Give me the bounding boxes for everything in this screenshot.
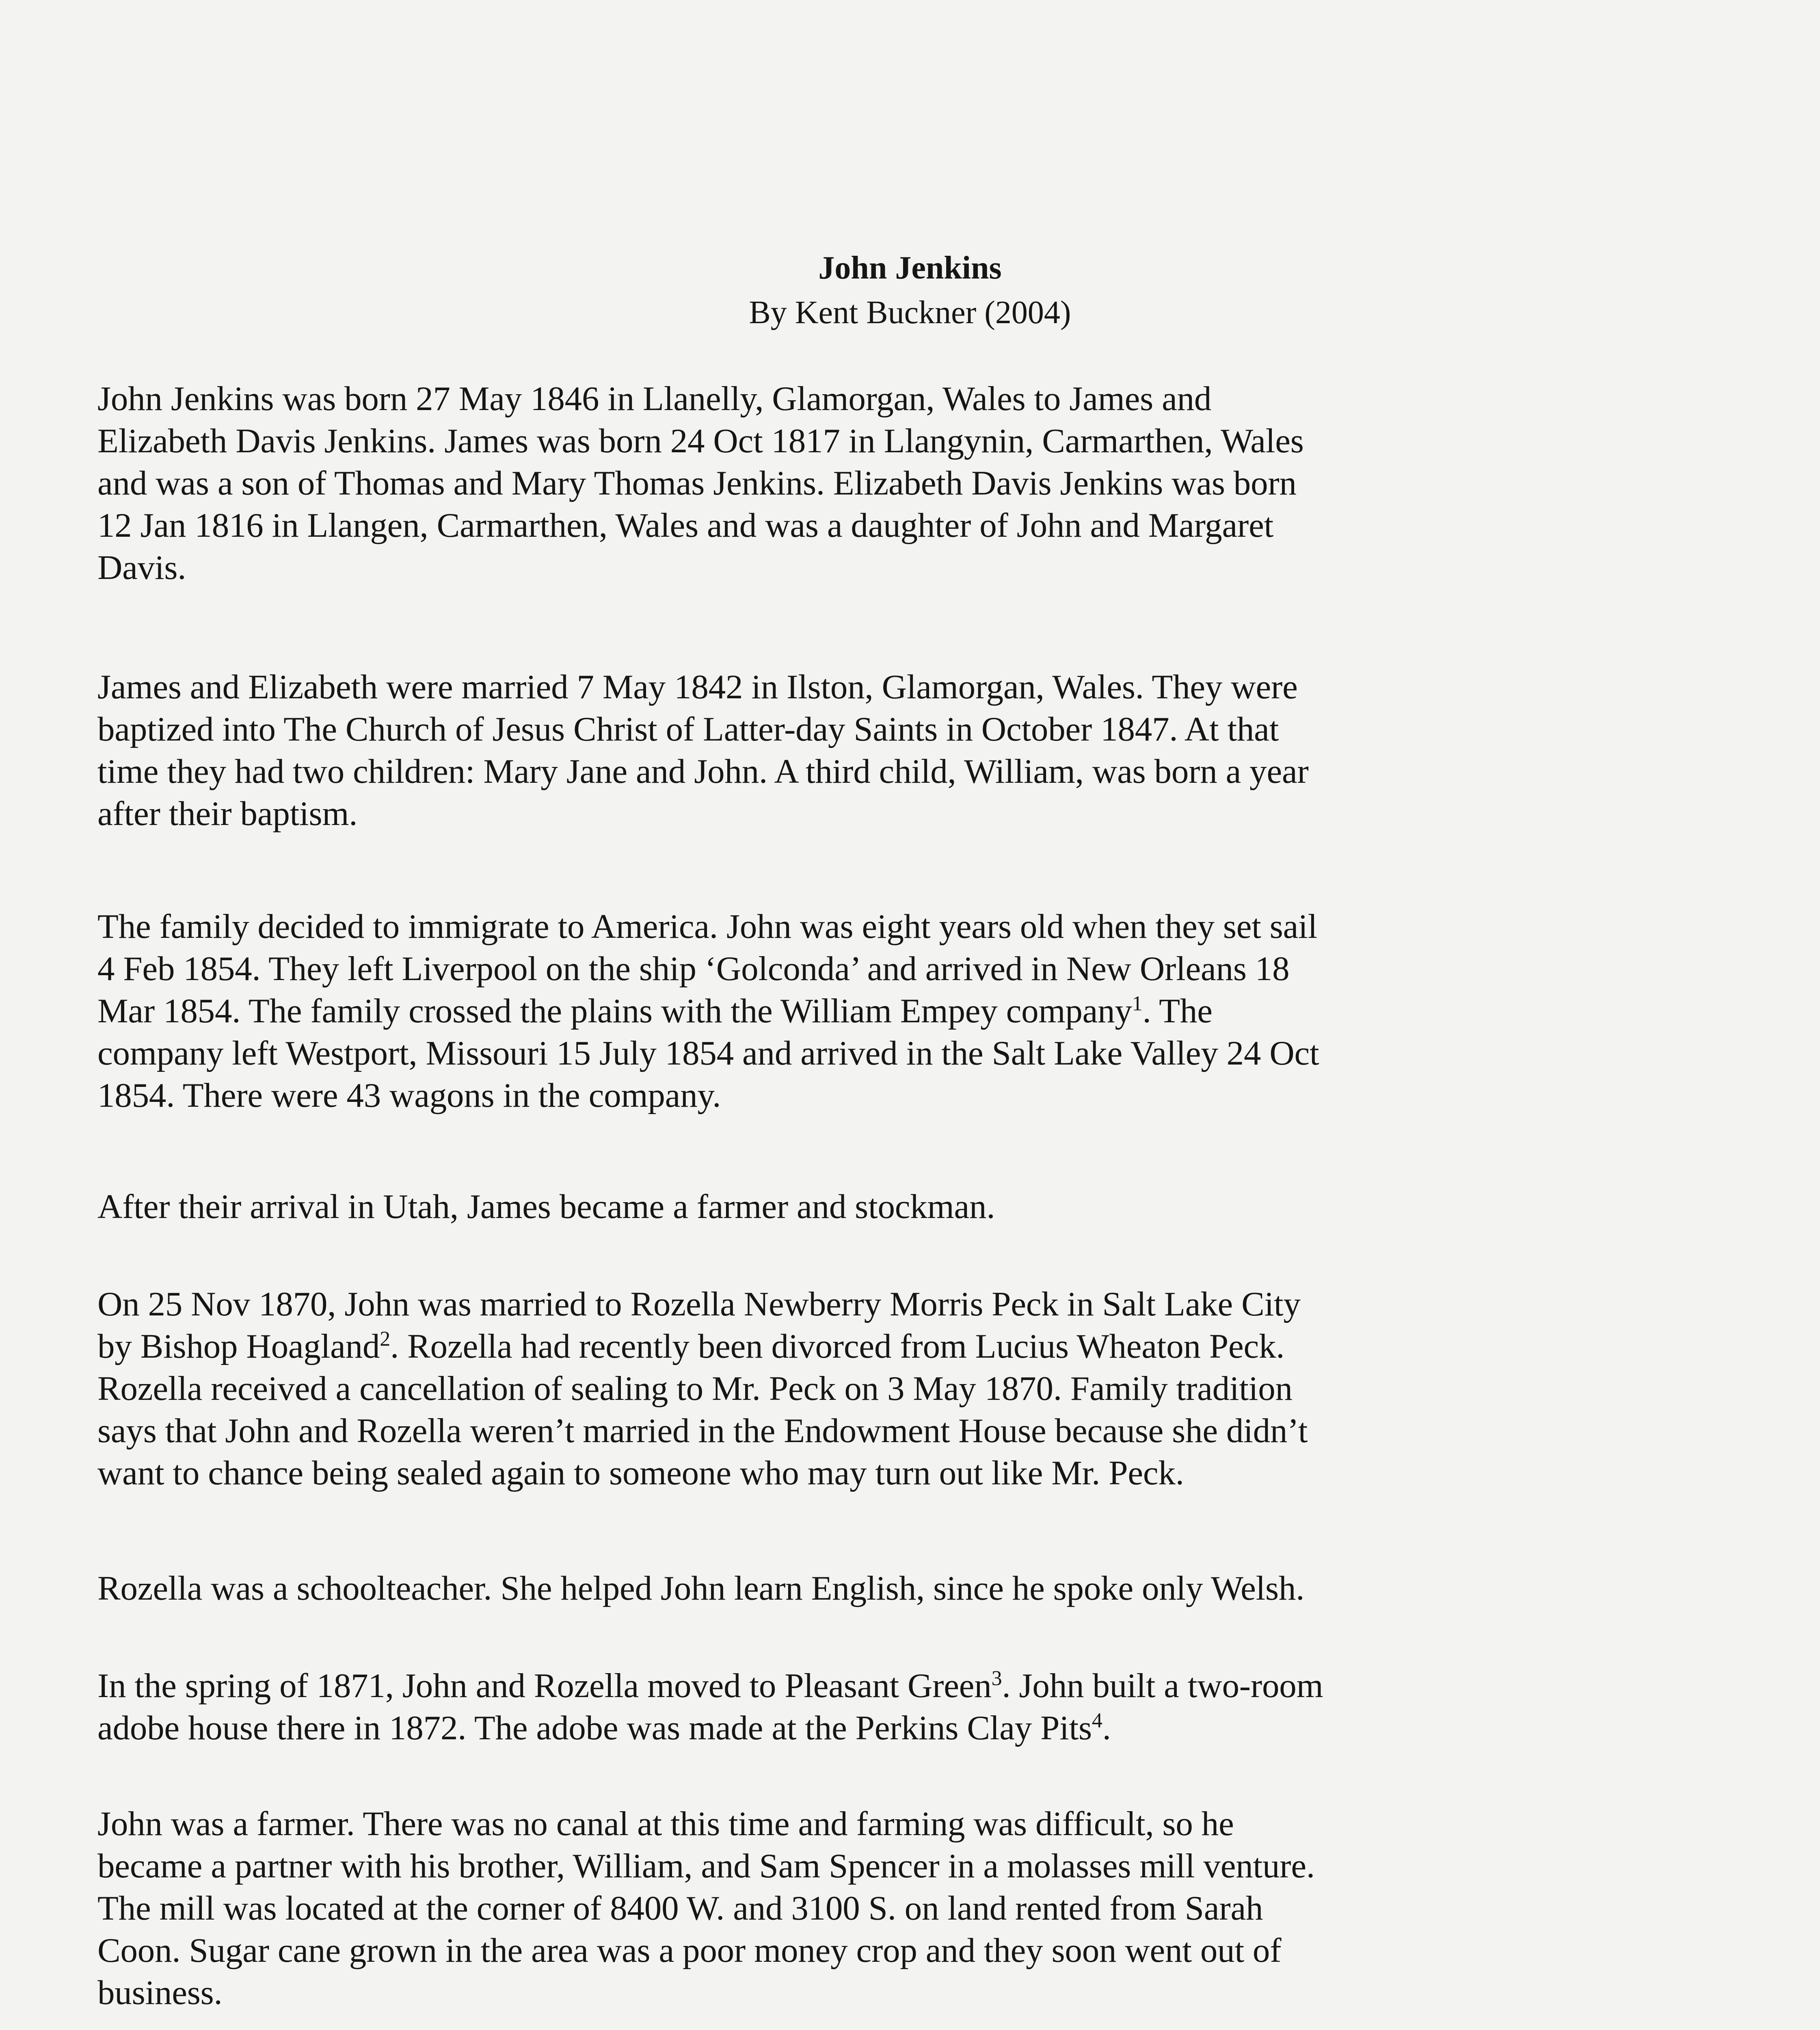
- paragraph-immigration-text-1: The family decided to immigrate to America. John was eight years old when they set sail 4 Feb 1854. They left Liverpool on the ship ‘Golconda’ and arrived in New Orleans 18 Mar 1854. The family crossed the plains with the William Empey company: [97, 907, 1318, 1030]
- paragraph-rozella-marriage: [97, 1283, 1559, 1494]
- footnote-ref-2: 2: [380, 1327, 391, 1351]
- document-byline: By Kent Buckner (2004): [749, 295, 1071, 330]
- paragraph-utah-arrival-text: After their arrival in Utah, James became a farmer and stockman.: [97, 1188, 995, 1226]
- paragraph-rozella-marriage-text-1: On 25 Nov 1870, John was married to Rozella Newberry Morris Peck in Salt Lake City by Bishop Hoagland: [97, 1285, 1301, 1365]
- paragraph-schoolteacher-text: Rozella was a schoolteacher. She helped John learn English, since he spoke only Welsh.: [97, 1569, 1305, 1607]
- footnote-ref-3: 3: [991, 1667, 1002, 1690]
- paragraph-farmer-mill-text: John was a farmer. There was no canal at this time and farming was difficult, so he became a partner with his brother, William, and Sam Spencer in a molasses mill venture. The mill was located at the corner of 8400 W. and 3100 S. on land rented from Sarah Coon. Sugar cane grown in the area was a poor money crop and they soon went out of business.: [97, 1805, 1315, 2012]
- paragraph-pleasant-green-text-1: In the spring of 1871, John and Rozella moved to Pleasant Green: [97, 1667, 992, 1705]
- footnote-ref-1: 1: [1132, 992, 1143, 1015]
- paragraph-immigration: [97, 905, 1559, 1116]
- paragraph-immigration-text-2: . The company left Westport, Missouri 15 July 1854 and arrived in the Salt Lake Valley 24 Oct 1854. There were 43 wagons in the company.: [97, 992, 1319, 1114]
- document-title: John Jenkins: [818, 250, 1002, 286]
- paragraph-utah-arrival: [97, 1186, 1559, 1228]
- paragraph-pleasant-green-text-3: .: [1102, 1709, 1111, 1747]
- paragraph-birth: [97, 378, 1559, 589]
- paragraph-rozella-marriage-text-2: . Rozella had recently been divorced from Lucius Wheaton Peck. Rozella received a cancellation of sealing to Mr. Peck on 3 May 1870. Family tradition says that John and Rozella weren’t married in the Endowment House because she didn’t want to chance being sealed again to someone who may turn out like Mr. Peck.: [97, 1327, 1308, 1492]
- paragraph-marriage-baptism-text: James and Elizabeth were married 7 May 1842 in Ilston, Glamorgan, Wales. They were baptized into The Church of Jesus Christ of Latter-day Saints in October 1847. At that time they had two children: Mary Jane and John. A third child, William, was born a year after their baptism.: [97, 668, 1309, 833]
- paragraph-pleasant-green: [97, 1665, 1559, 1749]
- paragraph-farmer-mill: [97, 1803, 1559, 2014]
- footnote-ref-4: 4: [1092, 1709, 1102, 1732]
- paragraph-schoolteacher: [97, 1567, 1559, 1609]
- paragraph-marriage-baptism: [97, 666, 1559, 835]
- paragraph-pleasant-green-text-2: . John built a two-room adobe house there in 1872. The adobe was made at the Perkins Clay Pits: [97, 1667, 1323, 1747]
- paragraph-birth-text: John Jenkins was born 27 May 1846 in Llanelly, Glamorgan, Wales to James and Elizabeth Davis Jenkins. James was born 24 Oct 1817 in Llangynin, Carmarthen, Wales and was a son of Thomas and Mary Thomas Jenkins. Elizabeth Davis Jenkins was born 12 Jan 1816 in Llangen, Carmarthen, Wales and was a daughter of John and Margaret Davis.: [97, 380, 1304, 587]
